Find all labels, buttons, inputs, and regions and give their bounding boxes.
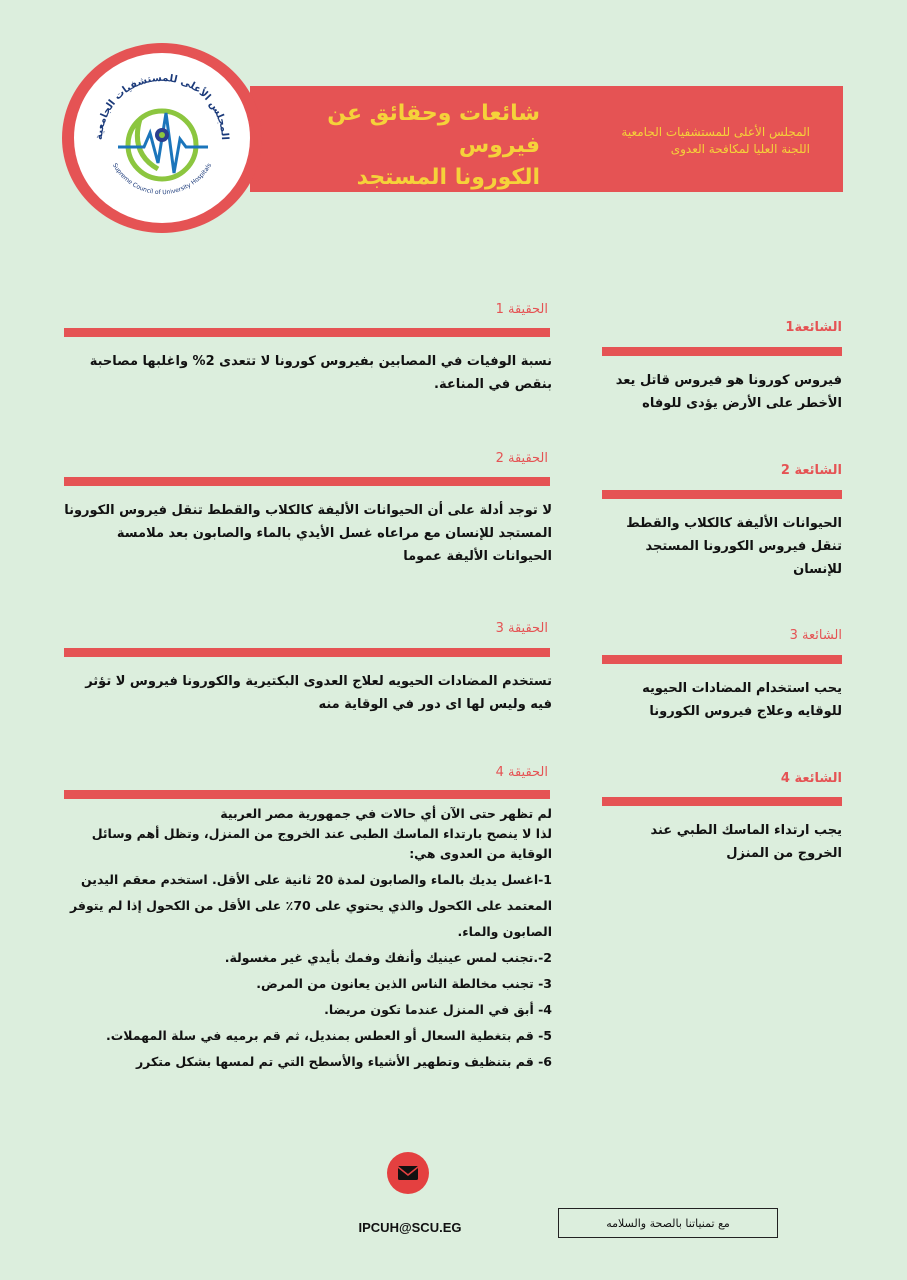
fact-1-bar: [64, 328, 550, 337]
rumor-3-bar: [602, 655, 842, 664]
fact-2-title: الحقيقة 2: [495, 451, 548, 466]
rumor-2-title: الشائعة 2: [780, 463, 842, 478]
page-title: [270, 98, 540, 194]
fact-1-title: الحقيقة 1: [495, 302, 548, 317]
fact-3-bar: [64, 648, 550, 657]
rumor-3-text: يحب استخدام المضادات الحيويه للوقايه وعلاج فيروس الكورونا: [642, 681, 842, 719]
contact-email: IPCUH@SCU.EG: [358, 1220, 462, 1235]
page-title-line1: شائعات وحقائق عن فيروس: [327, 101, 540, 158]
mail-icon: [387, 1152, 429, 1194]
prevention-item-4: 4- أبق في المنزل عندما تكون مريضا.: [324, 1002, 552, 1017]
rumor-4-text: يجب ارتداء الماسك الطبي عند الخروج من المنزل: [650, 823, 842, 861]
rumor-4-title: الشائعة 4: [780, 771, 842, 786]
fact-4-title: الحقيقة 4: [495, 765, 548, 780]
fact-1-text: نسبة الوفيات في المصابين بفيروس كورونا لا تتعدى 2% واغلبها مصاحبة بنقص في المناعة.: [89, 354, 552, 392]
prevention-item-6: 6- قم بتنظيف وتطهير الأشياء والأسطح التي تم لمسها بشكل متكرر: [135, 1054, 552, 1069]
logo-english-text: Supreme Council of University Hospitals: [110, 162, 214, 197]
fact-2-bar: [64, 477, 550, 486]
fact-2-text: لا توجد أدلة على أن الحيوانات الأليفة كالكلاب والقطط تنقل فيروس الكورونا المستجد للإنسان مع مراعاه غسل الأيدي بالماء والصابون بعد ملامسة الحيوانات الأليفة عموما: [64, 503, 552, 564]
rumor-2-bar: [602, 490, 842, 499]
fact-3-text: تستخدم المضادات الحيويه لعلاج العدوى البكتيرية والكورونا فيروس لا تؤثر فيه وليس لها اى دور في الوقاية منه: [85, 674, 552, 712]
stethoscope-icon: [137, 119, 158, 169]
organization-line2: اللجنة العليا لمكافحة العدوى: [670, 142, 810, 156]
closing-message: مع تمنياتنا بالصحة والسلامه: [558, 1208, 778, 1238]
mail-icon-circle: [387, 1152, 429, 1194]
fact-4-line1: لم تظهر حتى الآن أي حالات في جمهورية مصر العربية: [220, 806, 552, 821]
page-title-line2: الكورونا المستجد: [356, 165, 540, 190]
fact-4-bar: [64, 790, 550, 799]
organization-line1: المجلس الأعلى للمستشفيات الجامعية: [621, 125, 810, 139]
prevention-item-1: 1-اغسل يديك بالماء والصابون لمدة 20 ثانية على الأقل. استخدم معقم اليدين المعتمد على الكحول والذي يحتوي على 70٪ على الأقل من الكحول إذا لم يتوفر الصابون والماء.: [69, 872, 552, 939]
fact-4-content: [66, 804, 552, 1075]
rumor-2-text: الحيوانات الأليفة كالكلاب والقطط تنقل فيروس الكورونا المستجد للإنسان: [626, 516, 842, 577]
logo: [74, 53, 250, 223]
prevention-item-5: 5- قم بتغطية السعال أو العطس بمنديل، ثم قم برميه في سلة المهملات.: [105, 1028, 552, 1043]
fact-4-line2: لذا لا ينصح بارتداء الماسك الطبى عند الخروج من المنزل، وتظل أهم وسائل الوقاية من العدوى هي:: [91, 826, 552, 861]
fact-3-title: الحقيقة 3: [495, 621, 548, 636]
rumor-1-bar: [602, 347, 842, 356]
organization-name: [560, 124, 810, 158]
rumor-1-text: فيروس كورونا هو فيروس قاتل يعد الأخطر على الأرض يؤدى للوفاه: [615, 373, 842, 411]
rumor-4-bar: [602, 797, 842, 806]
prevention-item-3: 3- تجنب مخالطة الناس الذين يعانون من المرض.: [256, 976, 552, 991]
logo-arabic-text: المجلس الأعلى للمستشفيات الجامعية: [93, 72, 231, 141]
rumor-1-title: الشائعة1: [785, 320, 842, 335]
rumor-3-title: الشائعة 3: [789, 628, 842, 643]
prevention-list: [66, 867, 552, 1075]
prevention-item-2: 2-.تجنب لمس عينيك وأنفك وفمك بأيدي غير مغسولة.: [224, 950, 552, 965]
